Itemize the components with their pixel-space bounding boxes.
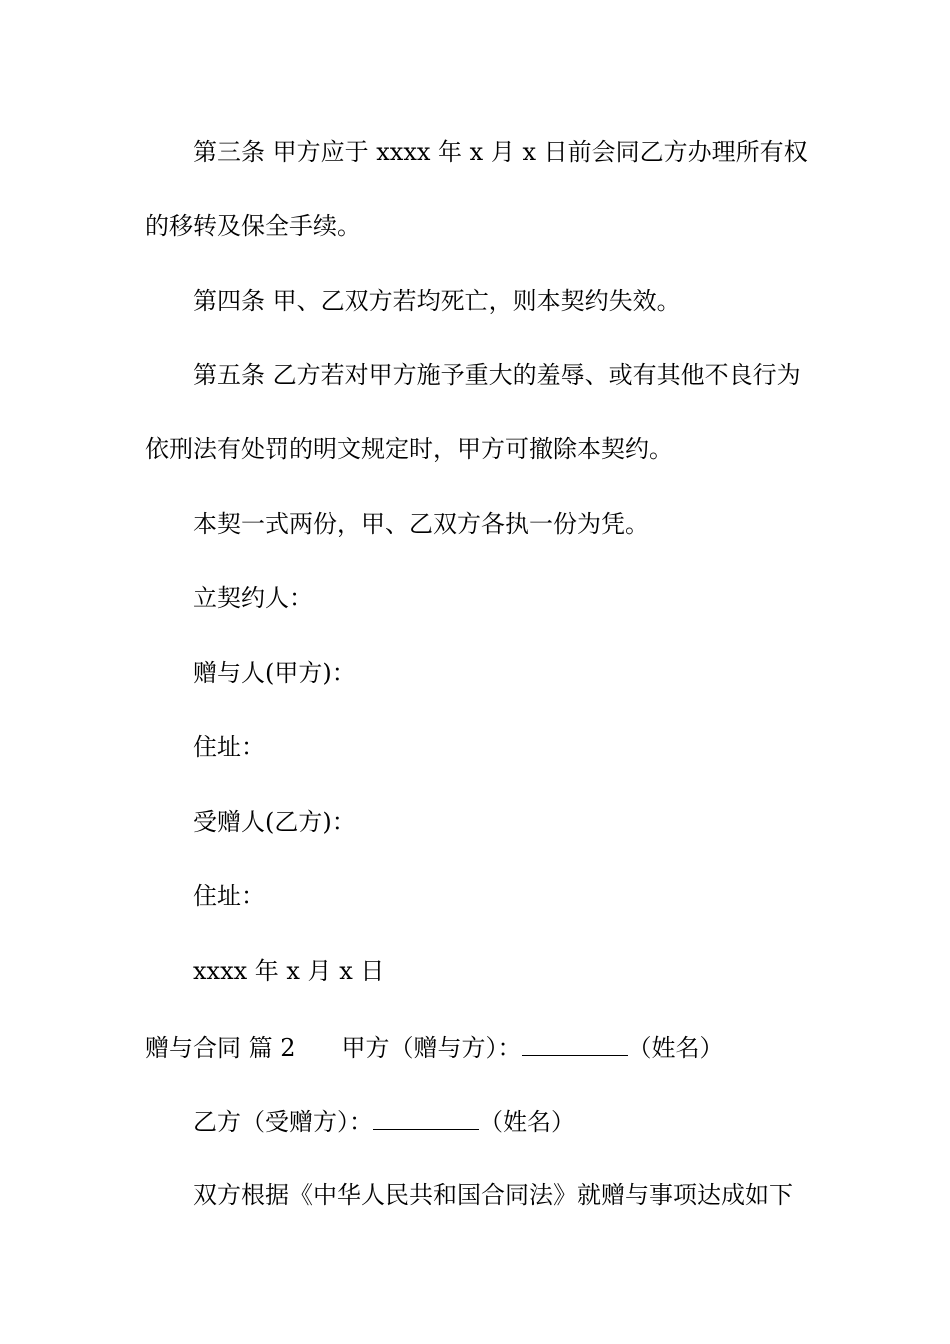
contract-2-header-line [145,1031,724,1063]
donor-address-label: 住址： [193,733,265,761]
party-b-name-blank [373,1105,479,1130]
copies-statement: 本契一式两份，甲、乙双方各执一份为凭。 [193,510,649,538]
party-a-name-blank [522,1031,628,1056]
party-a-name-hint: （姓名） [627,1034,724,1062]
party-b-line [193,1105,575,1137]
party-b-name-hint: （姓名） [479,1108,575,1136]
signatories-label: 立契约人： [193,584,313,612]
date-line: xxxx 年 x 月 x 日 [193,957,385,985]
party-a-label: 甲方（赠与方）： [341,1034,522,1062]
clause-5-line-1: 第五条 乙方若对甲方施予重大的羞辱、或有其他不良行为 [193,361,801,389]
clause-4: 第四条 甲、乙双方若均死亡，则本契约失效。 [193,287,681,315]
party-b-label: 乙方（受赠方）： [193,1108,373,1136]
donee-label: 受赠人(乙方)： [193,808,356,836]
contract-2-title: 赠与合同 篇 2 [145,1034,296,1062]
donor-label: 赠与人(甲方)： [193,659,356,687]
agreement-intro: 双方根据《中华人民共和国合同法》就赠与事项达成如下 [193,1181,793,1209]
clause-3-line-1: 第三条 甲方应于 xxxx 年 x 月 x 日前会同乙方办理所有权 [193,138,808,166]
clause-3-line-2: 的移转及保全手续。 [145,212,361,240]
donee-address-label: 住址： [193,882,265,910]
clause-5-line-2: 依刑法有处罚的明文规定时，甲方可撤除本契约。 [145,435,673,463]
